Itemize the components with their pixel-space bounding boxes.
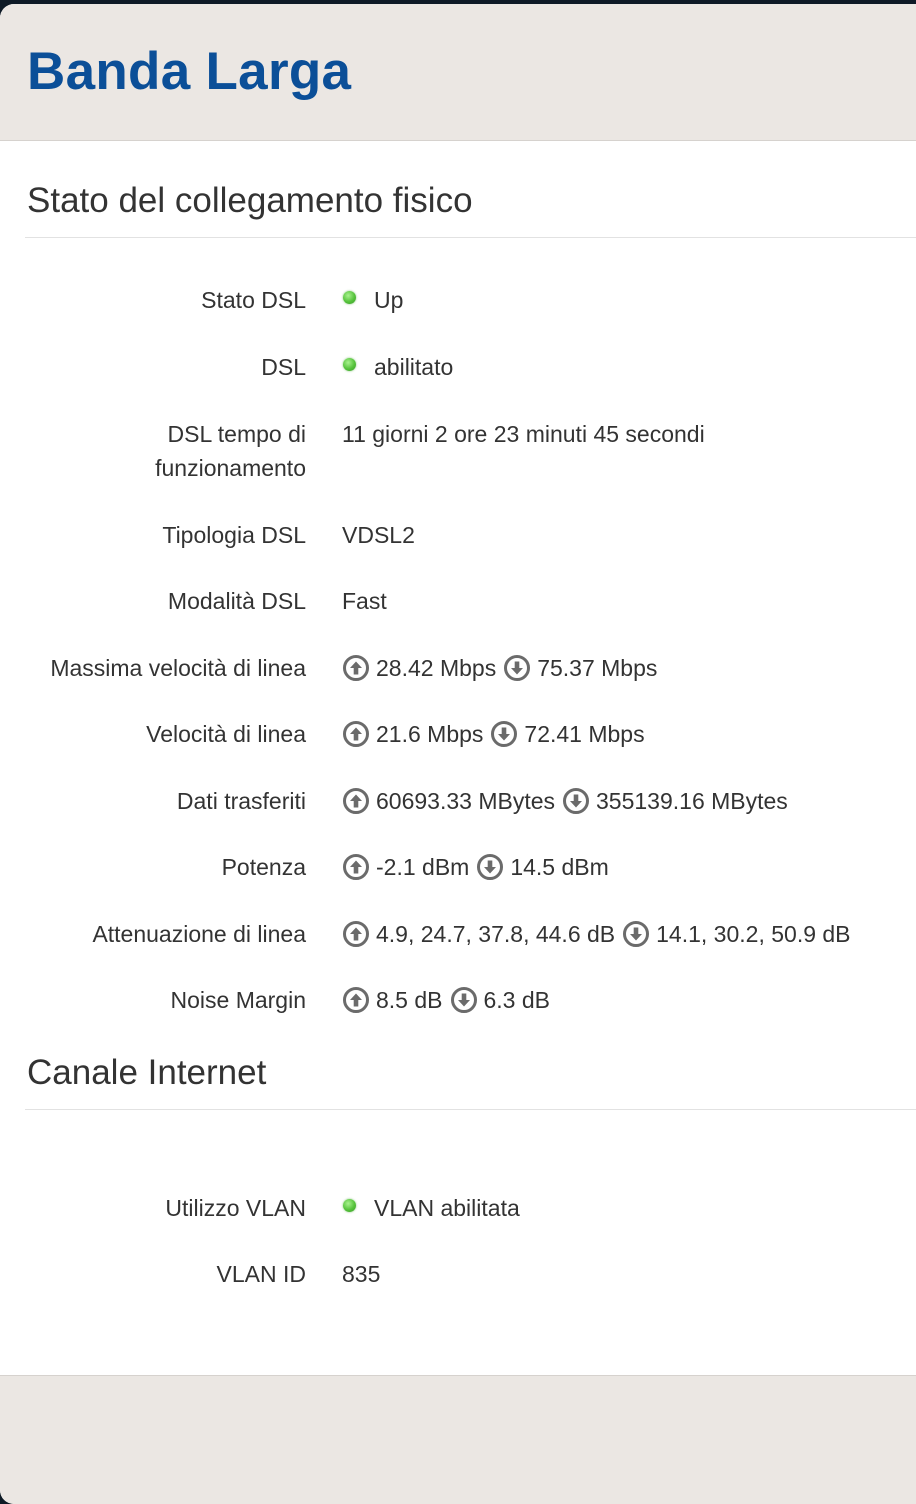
upload-value: -2.1 dBm — [376, 854, 470, 880]
arrow-circle-down-icon — [562, 787, 590, 815]
row-label: Noise Margin — [170, 987, 306, 1013]
download-value: 14.1, 30.2, 50.9 dB — [656, 921, 851, 947]
row-label: Potenza — [221, 854, 306, 880]
page-header — [0, 4, 916, 141]
row-label-line: DSL tempo di — [167, 421, 306, 447]
arrow-circle-up-icon — [342, 787, 370, 815]
main-panel — [0, 4, 916, 1504]
upload-value: 4.9, 24.7, 37.8, 44.6 dB — [376, 921, 616, 947]
row-label: Tipologia DSL — [162, 522, 306, 548]
row-label: Stato DSL — [201, 287, 306, 313]
row-value — [342, 917, 851, 951]
dsl-type-value: VDSL2 — [342, 522, 415, 548]
row-label: Dati trasferiti — [176, 788, 306, 814]
section-title-internet-channel: Canale Internet — [27, 1053, 267, 1092]
upload-value: 60693.33 MBytes — [376, 788, 556, 814]
vlan-id-value: 835 — [342, 1261, 381, 1287]
arrow-circle-up-icon — [342, 853, 370, 881]
arrow-circle-up-icon — [342, 720, 370, 748]
status-dot-icon — [343, 291, 356, 304]
arrow-circle-down-icon — [450, 986, 478, 1014]
page-title: Banda Larga — [27, 42, 352, 101]
page-footer — [0, 1375, 916, 1504]
arrow-circle-down-icon — [476, 853, 504, 881]
section-divider — [25, 1109, 916, 1110]
arrow-circle-down-icon — [622, 920, 650, 948]
row-label — [0, 417, 306, 485]
arrow-circle-down-icon — [490, 720, 518, 748]
upload-value: 21.6 Mbps — [376, 721, 484, 747]
row-value — [342, 1191, 520, 1225]
row-value — [342, 717, 645, 751]
row-label: Velocità di linea — [146, 721, 306, 747]
section-divider — [25, 237, 916, 238]
download-value: 355139.16 MBytes — [596, 788, 788, 814]
section-title-physical-link: Stato del collegamento fisico — [27, 181, 473, 220]
row-value — [342, 283, 403, 317]
uptime-value: 11 giorni 2 ore 23 minuti 45 secondi — [342, 421, 705, 447]
row-label: Attenuazione di linea — [92, 921, 306, 947]
row-value — [342, 784, 788, 818]
arrow-circle-down-icon — [503, 654, 531, 682]
dsl-state-value: Up — [374, 287, 404, 313]
row-label: DSL — [261, 354, 306, 380]
status-dot-icon — [343, 1199, 356, 1212]
row-label: Massima velocità di linea — [50, 655, 306, 681]
status-dot-icon — [343, 358, 356, 371]
upload-value: 8.5 dB — [376, 987, 443, 1013]
row-label-line: funzionamento — [155, 455, 306, 481]
vlan-use-value: VLAN abilitata — [374, 1195, 520, 1221]
arrow-circle-up-icon — [342, 920, 370, 948]
upload-value: 28.42 Mbps — [376, 655, 497, 681]
download-value: 14.5 dBm — [510, 854, 609, 880]
download-value: 72.41 Mbps — [524, 721, 645, 747]
row-label: Modalità DSL — [167, 588, 306, 614]
row-value — [342, 850, 609, 884]
row-value — [342, 350, 453, 384]
row-label: Utilizzo VLAN — [165, 1195, 306, 1221]
dsl-mode-value: Fast — [342, 588, 387, 614]
dsl-value: abilitato — [374, 354, 454, 380]
row-value — [342, 651, 657, 685]
download-value: 6.3 dB — [483, 987, 550, 1013]
arrow-circle-up-icon — [342, 986, 370, 1014]
row-value — [342, 983, 550, 1017]
row-label: VLAN ID — [216, 1261, 306, 1287]
download-value: 75.37 Mbps — [537, 655, 658, 681]
arrow-circle-up-icon — [342, 654, 370, 682]
